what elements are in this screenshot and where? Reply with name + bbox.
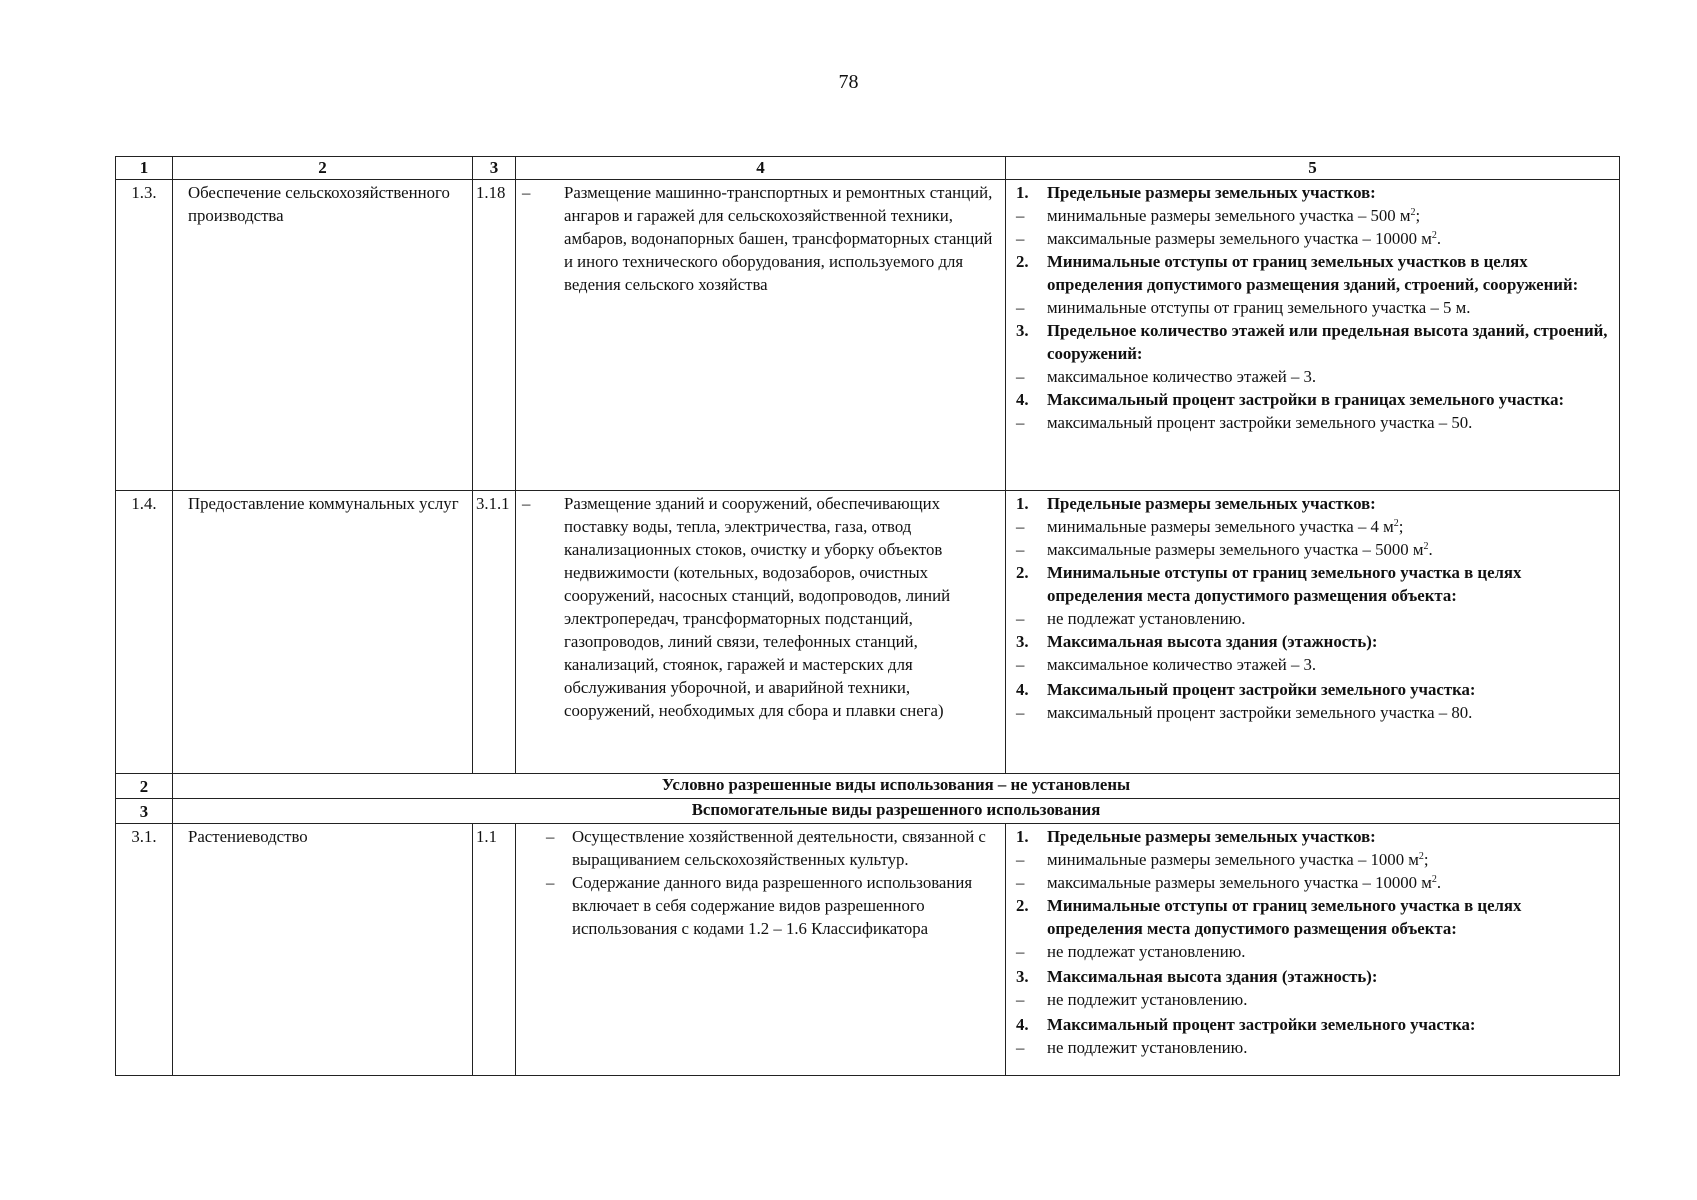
param-detail: – минимальные размеры земельного участка – 500 $м^2$; [1016, 206, 1421, 225]
param-detail: – максимальный процент застройки земельного участка – 80. [1016, 703, 1473, 722]
description-text: Размещение машинно-транспортных и ремонтных станций, ангаров и гаражей для сельскохозяйственной техники, амбаров, водонапорных башен, трансформаторных станций и иного технического оборудования, используемого для ведения сельского хозяйства [564, 183, 993, 294]
header-col-5: 5 [1006, 157, 1620, 180]
section-row [116, 774, 1620, 799]
list-item [522, 181, 999, 296]
header-col-4: 4 [516, 157, 1006, 180]
list-item [522, 871, 999, 940]
param-detail: – не подлежит установлению. [1016, 990, 1248, 1009]
row-number: 1.4. [116, 491, 173, 774]
param-detail: – минимальные размеры земельного участка – 4 $м^2$; [1016, 517, 1404, 536]
param-detail: – максимальный процент застройки земельного участка – 50. [1016, 413, 1473, 432]
param-detail: – минимальные отступы от границ земельного участка – 5 м. [1016, 298, 1471, 317]
table-row [116, 824, 1620, 1076]
use-name: Растениеводство [173, 824, 473, 1076]
list-item [522, 492, 999, 722]
section-title: Вспомогательные виды разрешенного использования [173, 799, 1620, 824]
use-description [516, 491, 1006, 774]
description-text: Осуществление хозяйственной деятельности, связанной с выращиванием сельскохозяйственных культур. [572, 827, 986, 869]
param-heading: 2. Минимальные отступы от границ земельного участка в целях определения места допустимого размещения объекта: [1016, 896, 1522, 938]
param-heading: 3. Предельное количество этажей или предельная высота зданий, строений, сооружений: [1016, 321, 1608, 363]
param-heading: 2. Минимальные отступы от границ земельного участка в целях определения места допустимого размещения объекта: [1016, 563, 1522, 605]
row-number: 3.1. [116, 824, 173, 1076]
param-heading: 4. Максимальный процент застройки земельного участка: [1016, 680, 1476, 699]
section-title: Условно разрешенные виды использования – не установлены [173, 774, 1620, 799]
param-detail: – максимальные размеры земельного участка – 5000 $м^2$. [1016, 540, 1433, 559]
table-row [116, 491, 1620, 774]
param-detail: – максимальные размеры земельного участка – 10000 $м^2$. [1016, 229, 1442, 248]
dash-marker: – [546, 827, 555, 846]
param-heading: 1. Предельные размеры земельных участков: [1016, 183, 1376, 202]
param-heading: 3. Максимальная высота здания (этажность): [1016, 967, 1378, 986]
param-detail: – максимальные размеры земельного участка – 10000 $м^2$. [1016, 873, 1442, 892]
param-detail: – максимальное количество этажей – 3. [1016, 367, 1317, 386]
param-detail: – не подлежат установлению. [1016, 609, 1246, 628]
table-row [116, 180, 1620, 491]
use-parameters [1006, 824, 1620, 1076]
header-col-1: 1 [116, 157, 173, 180]
use-description [516, 824, 1006, 1076]
param-heading: 4. Максимальный процент застройки в границах земельного участка: [1016, 390, 1565, 409]
param-detail: – не подлежит установлению. [1016, 1038, 1248, 1057]
param-heading: 4. Максимальный процент застройки земельного участка: [1016, 1015, 1476, 1034]
use-name: Предоставление коммунальных услуг [173, 491, 473, 774]
description-text: Размещение зданий и сооружений, обеспечивающих поставку воды, тепла, электричества, газа, отвод канализационных стоков, очистку и уборку объектов недвижимости (котельных, водозаборов, очистных сооружений, насосных станций, водопроводов, линий электропередач, трансформаторных подстанций, газопроводов, линий связи, телефонных станций, канализаций, стоянок, гаражей и мастерских для обслуживания уборочной, и аварийной техники, сооружений, необходимых для сбора и плавки снега) [564, 494, 951, 720]
section-number: 2 [116, 774, 173, 799]
section-row [116, 799, 1620, 824]
use-code: 3.1.1 [473, 491, 516, 774]
param-heading: 2. Минимальные отступы от границ земельных участков в целях определения допустимого размещения зданий, строений, сооружений: [1016, 252, 1579, 294]
use-code: 1.18 [473, 180, 516, 491]
param-detail: – не подлежат установлению. [1016, 942, 1246, 961]
dash-marker: – [522, 494, 531, 513]
param-detail: – минимальные размеры земельного участка – 1000 $м^2$; [1016, 850, 1429, 869]
dash-marker: – [522, 183, 531, 202]
section-number: 3 [116, 799, 173, 824]
page-number: 78 [838, 71, 859, 93]
param-heading: 1. Предельные размеры земельных участков: [1016, 494, 1376, 513]
dash-marker: – [546, 873, 555, 892]
use-name: Обеспечение сельскохозяйственного производства [173, 180, 473, 491]
description-text: Содержание данного вида разрешенного использования включает в себя содержание видов разрешенного использования с кодами 1.2 – 1.6 Классификатора [572, 873, 973, 938]
param-heading: 3. Максимальная высота здания (этажность): [1016, 632, 1378, 651]
use-code: 1.1 [473, 824, 516, 1076]
param-detail: – максимальное количество этажей – 3. [1016, 655, 1317, 674]
use-parameters [1006, 491, 1620, 774]
list-item [522, 825, 999, 871]
use-parameters [1006, 180, 1620, 491]
row-number: 1.3. [116, 180, 173, 491]
use-description [516, 180, 1006, 491]
header-col-2: 2 [173, 157, 473, 180]
header-col-3: 3 [473, 157, 516, 180]
param-heading: 1. Предельные размеры земельных участков: [1016, 827, 1376, 846]
header-row [116, 157, 1620, 180]
regulations-table [115, 156, 1620, 1076]
